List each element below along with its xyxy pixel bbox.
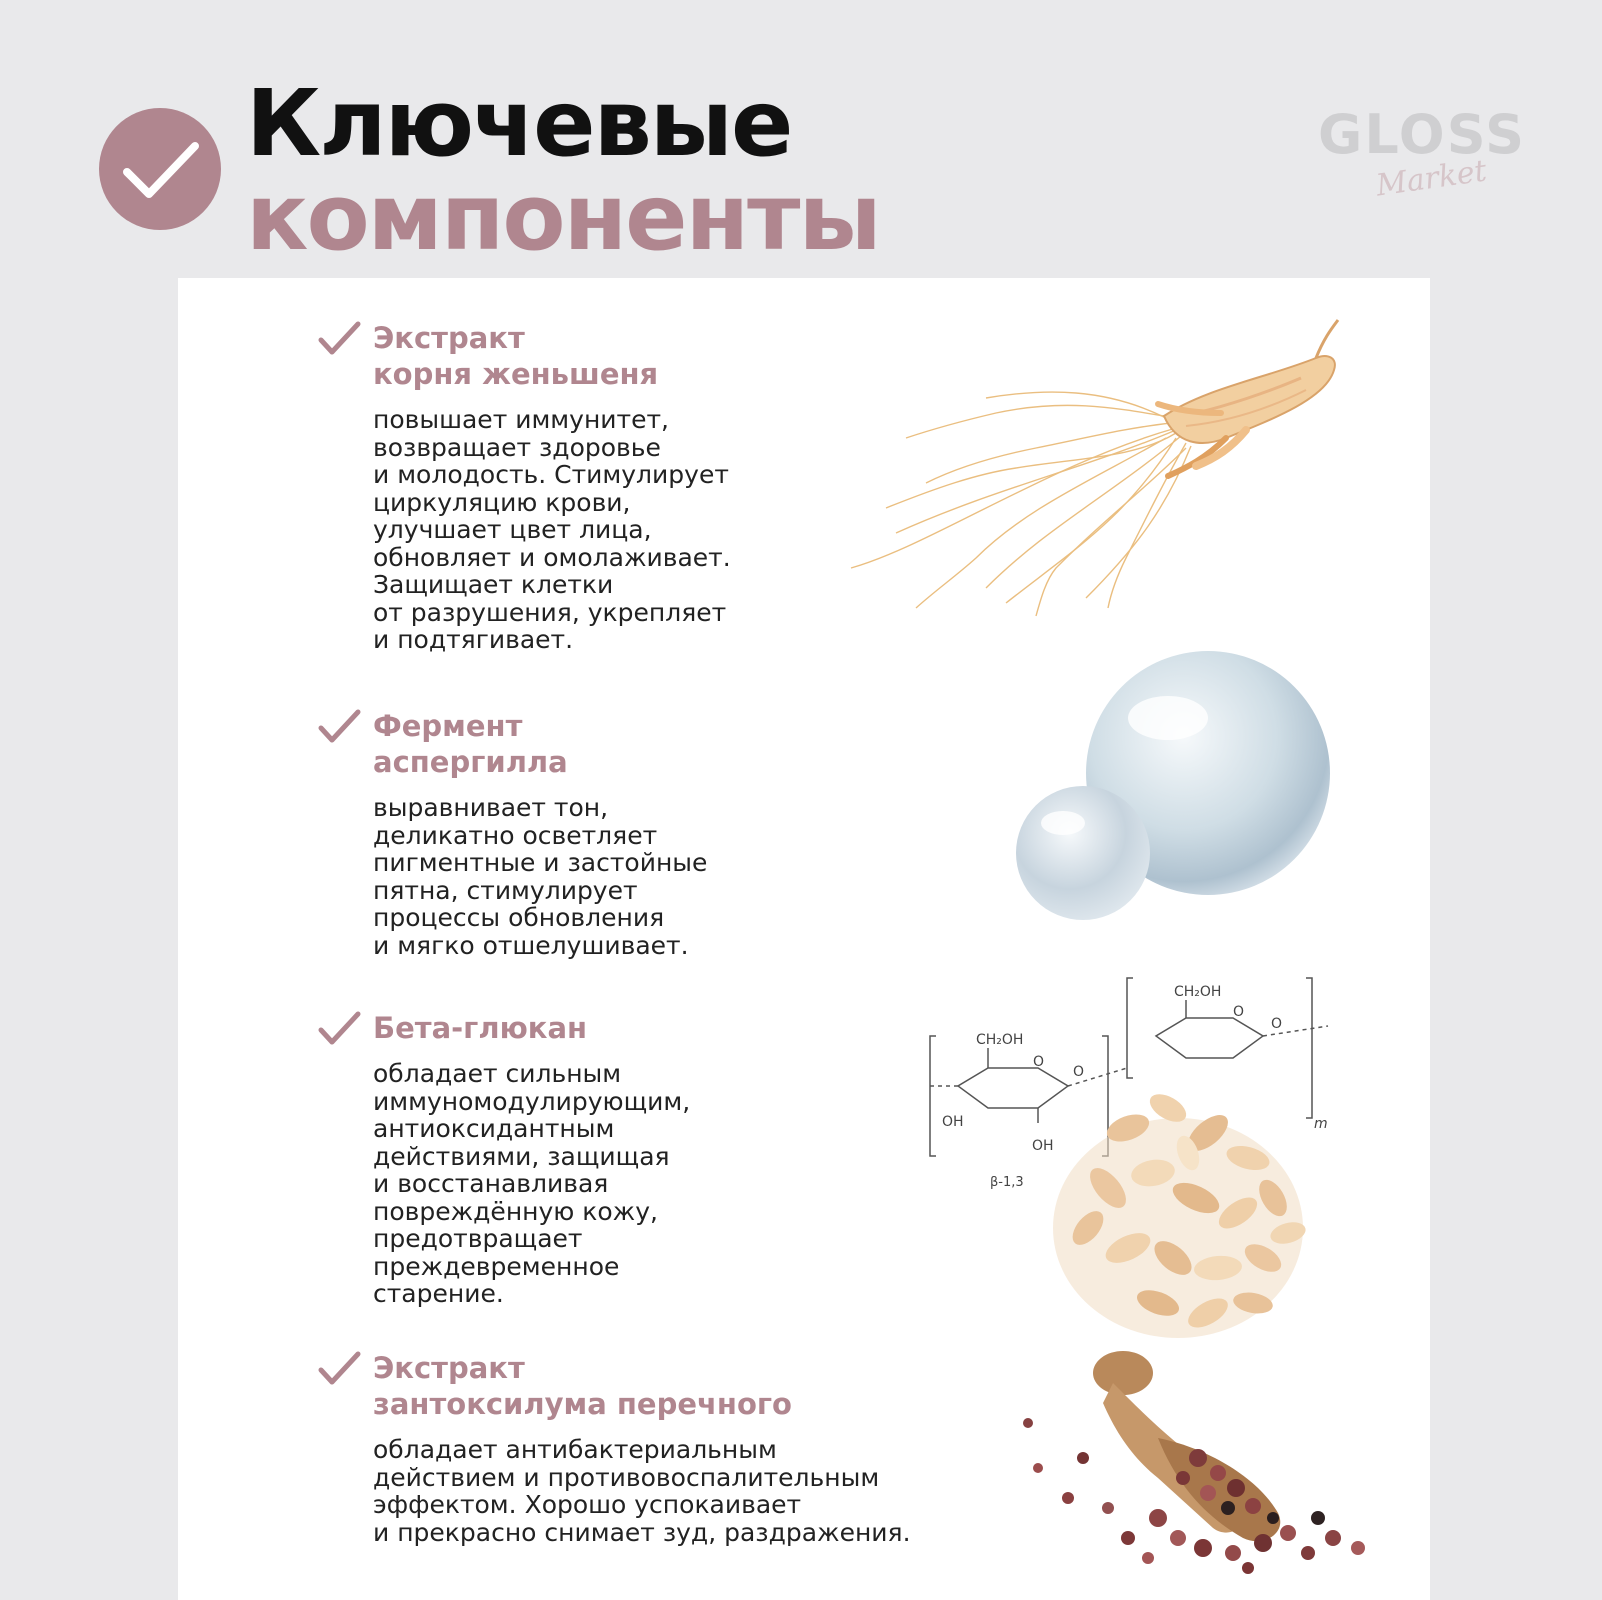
ginseng-root-image xyxy=(846,318,1356,618)
component-title: Фермент аспергилла xyxy=(373,709,568,779)
brand-logo xyxy=(1310,100,1550,210)
molecule-label-o: O xyxy=(1073,1064,1085,1080)
molecule-label-oh: OH xyxy=(942,1114,964,1130)
checkmark-icon xyxy=(318,1010,362,1050)
page-title-line2: компоненты xyxy=(246,164,880,271)
molecule-label-o: O xyxy=(1233,1004,1245,1020)
checkmark-icon xyxy=(318,1350,362,1390)
component-title: Экстракт корня женьшеня xyxy=(373,321,659,391)
component-item-beta-glucan xyxy=(318,1010,978,1308)
component-description: обладает сильным иммуномодулирующим, антиоксидантным действиями, защищая и восстанавливая повреждённую кожу, предотвращает преждевременное старение. xyxy=(373,1059,691,1308)
bubbles-image xyxy=(1008,648,1338,928)
component-description: выравнивает тон, деликатно осветляет пигментные и застойные пятна, стимулирует процессы обновления и мягко отшелушивает. xyxy=(373,793,708,960)
beta-glucan-image xyxy=(928,958,1348,1358)
molecule-label-m: m xyxy=(1314,1116,1328,1132)
molecule-label-beta: β-1,3 xyxy=(990,1175,1024,1190)
components-panel xyxy=(178,278,1430,1600)
checkmark-icon xyxy=(99,108,221,230)
molecule-label-o: O xyxy=(1033,1054,1045,1070)
component-title: Бета-глюкан xyxy=(373,1011,588,1045)
header-check-badge xyxy=(99,108,221,230)
logo-main-text: GLOSS xyxy=(1318,103,1527,166)
component-title: Экстракт зантоксилума перечного xyxy=(373,1351,792,1421)
component-description: повышает иммунитет, возвращает здоровье и молодость. Стимулирует циркуляцию крови, улучшает цвет лица, обновляет и омолаживает. Защищает клетки от разрушения, укрепляет и подтягивает. xyxy=(373,405,731,654)
oats-pile xyxy=(1053,1088,1308,1338)
page-title-line1: Ключевые xyxy=(246,70,792,177)
molecule-label-ch2oh: CH₂OH xyxy=(976,1032,1024,1048)
checkmark-icon xyxy=(318,320,362,360)
logo-sub-text: Market xyxy=(1374,153,1489,204)
molecule-label-ch2oh: CH₂OH xyxy=(1174,984,1222,1000)
zanthoxylum-image xyxy=(1008,1348,1388,1578)
component-item-aspergillus xyxy=(318,708,978,959)
molecule-label-o: O xyxy=(1271,1016,1283,1032)
checkmark-icon xyxy=(318,708,362,748)
component-description: обладает антибактериальным действием и противовоспалительным эффектом. Хорошо успокаивает и прекрасно снимает зуд, раздражения. xyxy=(373,1435,911,1547)
molecule-label-oh: OH xyxy=(1032,1138,1054,1154)
